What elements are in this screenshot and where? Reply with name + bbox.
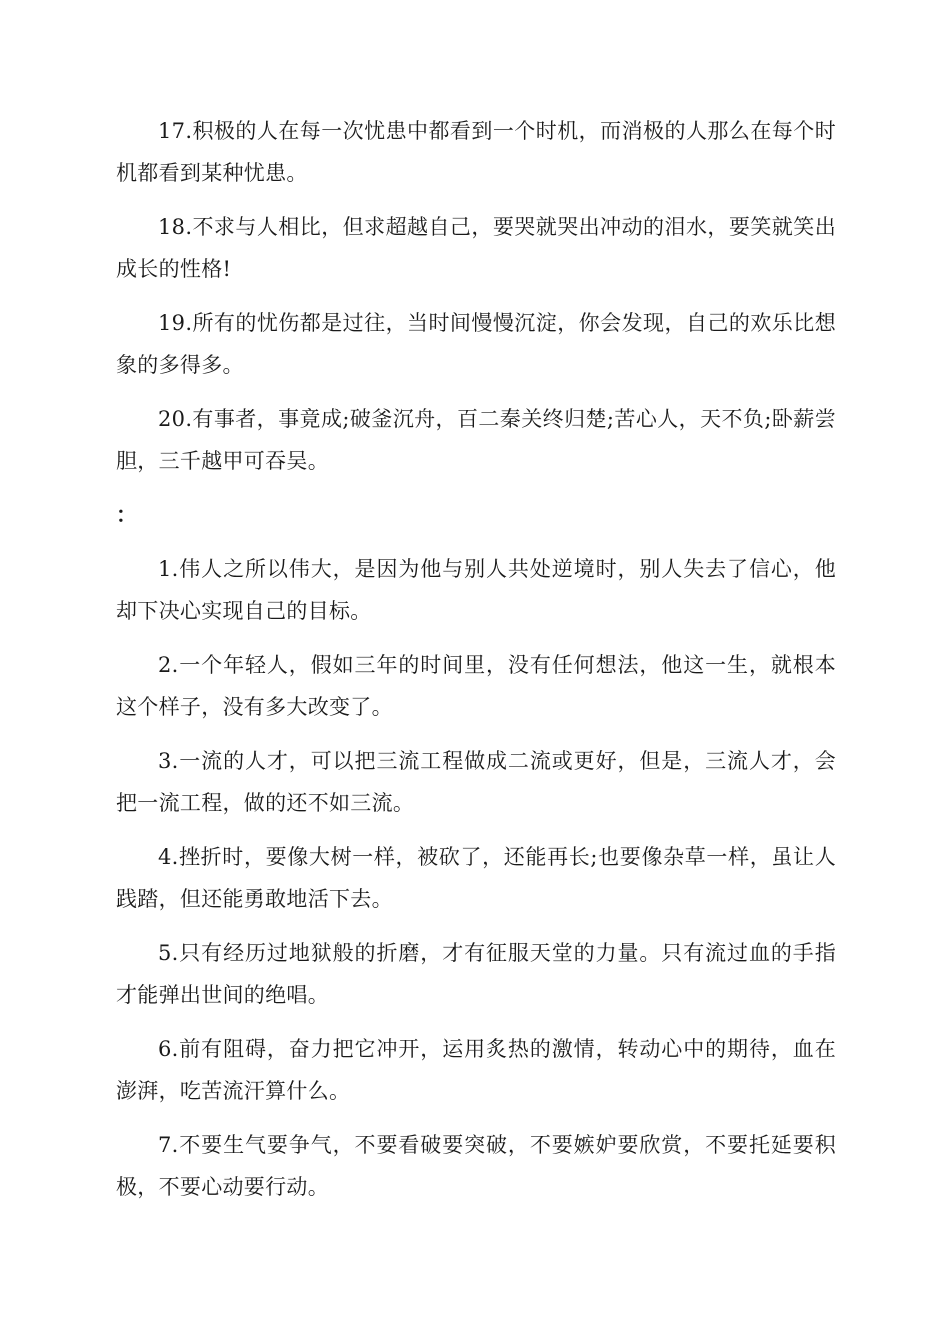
document-page — [116, 110, 836, 1220]
quote-paragraph-20: 20.有事者，事竟成;破釜沉舟，百二秦关终归楚;苦心人，天不负;卧薪尝胆，三千越甲可吞吴。 — [116, 407, 836, 473]
quote-paragraph-4: 4.挫折时，要像大树一样，被砍了，还能再长;也要像杂草一样，虽让人践踏，但还能勇敢地活下去。 — [116, 845, 836, 911]
quote-paragraph-19: 19.所有的忧伤都是过往，当时间慢慢沉淀，你会发现，自己的欢乐比想象的多得多。 — [116, 311, 836, 377]
quote-paragraph-7: 7.不要生气要争气，不要看破要突破，不要嫉妒要欣赏，不要托延要积极，不要心动要行动。 — [116, 1133, 836, 1199]
section-separator: ： — [116, 502, 137, 527]
quote-paragraph-1: 1.伟人之所以伟大，是因为他与别人共处逆境时，别人失去了信心，他却下决心实现自己的目标。 — [116, 557, 836, 623]
quote-paragraph-5: 5.只有经历过地狱般的折磨，才有征服天堂的力量。只有流过血的手指才能弹出世间的绝唱。 — [116, 941, 836, 1007]
quote-paragraph-3: 3.一流的人才，可以把三流工程做成二流或更好，但是，三流人才，会把一流工程，做的还不如三流。 — [116, 749, 836, 815]
quote-paragraph-17: 17.积极的人在每一次忧患中都看到一个时机，而消极的人那么在每个时机都看到某种忧患。 — [116, 119, 836, 185]
quote-paragraph-18: 18.不求与人相比，但求超越自己，要哭就哭出冲动的泪水，要笑就笑出成长的性格! — [116, 215, 836, 281]
quote-paragraph-2: 2.一个年轻人，假如三年的时间里，没有任何想法，他这一生，就根本这个样子，没有多大改变了。 — [116, 653, 836, 719]
quote-paragraph-6: 6.前有阻碍，奋力把它冲开，运用炙热的激情，转动心中的期待，血在澎湃，吃苦流汗算什么。 — [116, 1037, 836, 1103]
